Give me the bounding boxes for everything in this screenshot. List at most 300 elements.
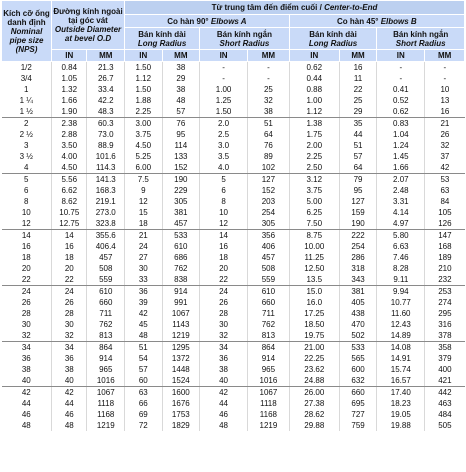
cell-a-long-mm: 114 [162,140,200,151]
unit-in: IN [125,50,163,62]
cell-od-mm: 914 [87,353,125,364]
cell-a-short-in: 40 [200,375,248,387]
cell-b-short-in: 14.89 [377,330,425,342]
cell-a-long-in: 7.5 [125,174,163,186]
cell-a-long-mm: 305 [162,196,200,207]
cell-b-long-mm: 44 [339,129,377,140]
cell-b-long-mm: 95 [339,185,377,196]
cell-b-long-in: 0.62 [289,62,339,74]
cell-od-in: 44 [52,398,87,409]
cell-a-long-mm: 1753 [162,409,200,420]
cell-b-short-mm: 295 [425,308,465,319]
cell-a-short-in: 32 [200,330,248,342]
cell-a-long-in: 4.50 [125,140,163,151]
cell-od-in: 1.90 [52,106,87,118]
table-row [2,218,465,230]
cell-od-in: 2.88 [52,129,87,140]
cell-a-long-mm: 1448 [162,364,200,375]
cell-nps: 42 [2,387,52,399]
cell-nps: 1 ¼ [2,95,52,106]
cell-b-long-mm: 502 [339,330,377,342]
cell-nps: 46 [2,409,52,420]
cell-b-long-in: 6.25 [289,207,339,218]
cell-a-short-in: 1.00 [200,84,248,95]
cell-od-mm: 73.0 [87,129,125,140]
cell-b-long-mm: 29 [339,106,377,118]
cell-b-long-mm: 35 [339,118,377,130]
cell-nps: 22 [2,274,52,286]
cell-a-short-in: 14 [200,230,248,242]
cell-a-long-mm: 762 [162,263,200,274]
cell-b-short-in: 16.57 [377,375,425,387]
cell-od-mm: 1168 [87,409,125,420]
table-row [2,297,465,308]
cell-nps: 8 [2,196,52,207]
cell-a-long-in: 54 [125,353,163,364]
table-row [2,420,465,431]
cell-a-long-in: 57 [125,364,163,375]
table-body [2,62,465,432]
cell-nps: 36 [2,353,52,364]
cell-b-short-mm: 42 [425,162,465,174]
cell-b-short-in: 9.11 [377,274,425,286]
cell-b-short-mm: 400 [425,364,465,375]
cell-a-long-in: 2.25 [125,106,163,118]
cell-od-mm: 60.3 [87,118,125,130]
cell-a-long-in: 48 [125,330,163,342]
cell-a-long-mm: 610 [162,241,200,252]
cell-od-in: 48 [52,420,87,431]
cell-a-short-in: - [200,73,248,84]
cell-b-short-in: 1.24 [377,140,425,151]
cell-a-long-in: 3.75 [125,129,163,140]
cell-od-in: 26 [52,297,87,308]
cell-b-short-in: 12.43 [377,319,425,330]
cell-od-in: 30 [52,319,87,330]
cell-a-long-mm: 457 [162,218,200,230]
table-row [2,62,465,74]
cell-od-mm: 1067 [87,387,125,399]
header-a-long-radius: Bán kính dài Long Radius [125,28,200,50]
cell-b-long-in: 12.50 [289,263,339,274]
cell-a-short-mm: 51 [248,118,290,130]
cell-nps: 5 [2,174,52,186]
cell-a-short-mm: 965 [248,364,290,375]
cell-a-short-in: 38 [200,364,248,375]
cell-a-short-in: - [200,62,248,74]
cell-b-short-mm: 378 [425,330,465,342]
cell-a-short-in: 36 [200,353,248,364]
table-row [2,106,465,118]
cell-b-long-mm: 695 [339,398,377,409]
table-row [2,118,465,130]
header-outside-diameter: Đường kính ngoài tại góc vát Outside Diameter at bevel O.D [52,1,125,50]
cell-b-short-mm: 379 [425,353,465,364]
cell-nps: 32 [2,330,52,342]
cell-b-long-mm: 64 [339,162,377,174]
cell-b-short-in: 0.62 [377,106,425,118]
cell-a-short-mm: 1067 [248,387,290,399]
cell-a-long-in: 3.00 [125,118,163,130]
cell-a-short-in: 16 [200,241,248,252]
cell-od-mm: 406.4 [87,241,125,252]
cell-a-short-in: 30 [200,319,248,330]
cell-od-mm: 88.9 [87,140,125,151]
cell-b-short-in: 0.52 [377,95,425,106]
cell-od-in: 1.66 [52,95,87,106]
cell-a-long-mm: 38 [162,62,200,74]
cell-nps: 26 [2,297,52,308]
cell-b-short-mm: 37 [425,151,465,162]
cell-b-short-in: 15.74 [377,364,425,375]
cell-a-short-in: 22 [200,274,248,286]
table-row [2,263,465,274]
cell-a-short-in: 3.5 [200,151,248,162]
cell-a-short-mm: 305 [248,218,290,230]
cell-b-long-mm: 159 [339,207,377,218]
cell-b-long-mm: 632 [339,375,377,387]
cell-a-short-mm: - [248,73,290,84]
cell-b-short-in: 11.60 [377,308,425,319]
cell-a-long-in: 1.12 [125,73,163,84]
cell-b-long-in: 16.0 [289,297,339,308]
table-row [2,308,465,319]
table-row [2,95,465,106]
cell-b-long-in: 1.12 [289,106,339,118]
cell-od-mm: 48.3 [87,106,125,118]
cell-a-short-in: 48 [200,420,248,431]
cell-a-long-in: 1.50 [125,84,163,95]
cell-a-short-in: 20 [200,263,248,274]
cell-a-long-mm: 838 [162,274,200,286]
cell-a-short-in: 28 [200,308,248,319]
cell-b-long-in: 29.88 [289,420,339,431]
cell-nps: 18 [2,252,52,263]
cell-nps: 2 [2,118,52,130]
header-elbows-a: Co hàn 90° Elbows A [125,15,290,28]
cell-b-short-in: 9.94 [377,286,425,298]
cell-a-short-mm: 559 [248,274,290,286]
cell-nps: 44 [2,398,52,409]
cell-b-long-mm: 16 [339,62,377,74]
cell-od-in: 46 [52,409,87,420]
cell-od-mm: 323.8 [87,218,125,230]
table-row [2,241,465,252]
table-header [2,1,465,62]
cell-a-short-in: 1.25 [200,95,248,106]
cell-a-long-mm: 95 [162,129,200,140]
cell-b-long-mm: 727 [339,409,377,420]
cell-b-long-in: 13.5 [289,274,339,286]
cell-b-short-mm: 13 [425,95,465,106]
cell-b-short-in: 6.63 [377,241,425,252]
cell-od-in: 1.32 [52,84,87,95]
cell-b-long-mm: 470 [339,319,377,330]
cell-b-long-in: 10.00 [289,241,339,252]
cell-nps: 2 ½ [2,129,52,140]
cell-od-mm: 457 [87,252,125,263]
cell-b-short-mm: 10 [425,84,465,95]
cell-od-in: 18 [52,252,87,263]
cell-b-long-in: 5.00 [289,196,339,207]
cell-b-long-mm: 565 [339,353,377,364]
cell-nps: 3 [2,140,52,151]
cell-a-long-in: 63 [125,387,163,399]
cell-nps: 4 [2,162,52,174]
cell-a-long-in: 45 [125,319,163,330]
cell-b-short-in: - [377,62,425,74]
cell-a-long-in: 5.25 [125,151,163,162]
cell-a-long-in: 21 [125,230,163,242]
cell-nps: 38 [2,364,52,375]
cell-od-mm: 660 [87,297,125,308]
cell-a-long-mm: 533 [162,230,200,242]
cell-a-long-in: 51 [125,342,163,354]
cell-od-in: 36 [52,353,87,364]
header-b-long-radius: Bán kính dài Long Radius [289,28,377,50]
cell-b-long-mm: 79 [339,174,377,186]
cell-od-mm: 864 [87,342,125,354]
cell-b-short-in: 19.88 [377,420,425,431]
cell-b-long-mm: 759 [339,420,377,431]
cell-od-mm: 1219 [87,420,125,431]
cell-b-short-in: 7.46 [377,252,425,263]
cell-b-long-in: 27.38 [289,398,339,409]
cell-od-mm: 273.0 [87,207,125,218]
cell-nps: 1/2 [2,62,52,74]
cell-b-short-mm: - [425,62,465,74]
cell-od-in: 22 [52,274,87,286]
cell-a-long-in: 69 [125,409,163,420]
cell-od-in: 32 [52,330,87,342]
cell-nps: 24 [2,286,52,298]
cell-od-mm: 1118 [87,398,125,409]
cell-a-long-mm: 76 [162,118,200,130]
cell-nps: 34 [2,342,52,354]
cell-a-long-in: 39 [125,297,163,308]
cell-a-long-in: 36 [125,286,163,298]
cell-a-short-in: 4.0 [200,162,248,174]
cell-a-short-in: 24 [200,286,248,298]
cell-a-long-in: 9 [125,185,163,196]
cell-od-in: 4.00 [52,151,87,162]
cell-b-short-mm: 421 [425,375,465,387]
cell-b-short-in: 17.40 [377,387,425,399]
cell-od-mm: 101.6 [87,151,125,162]
cell-a-long-in: 6.00 [125,162,163,174]
table-row [2,342,465,354]
cell-b-short-mm: 84 [425,196,465,207]
cell-a-short-mm: 1016 [248,375,290,387]
cell-a-long-mm: 1067 [162,308,200,319]
cell-od-mm: 559 [87,274,125,286]
table-row [2,252,465,263]
cell-od-in: 38 [52,364,87,375]
cell-nps: 6 [2,185,52,196]
cell-b-long-mm: 286 [339,252,377,263]
cell-a-long-mm: 57 [162,106,200,118]
table-row [2,151,465,162]
cell-a-short-in: 6 [200,185,248,196]
cell-b-long-in: 26.00 [289,387,339,399]
cell-b-long-mm: 190 [339,218,377,230]
cell-a-short-mm: 711 [248,308,290,319]
cell-a-short-in: 10 [200,207,248,218]
cell-nps: 16 [2,241,52,252]
cell-a-long-mm: 190 [162,174,200,186]
cell-a-short-in: 8 [200,196,248,207]
cell-a-short-in: 2.5 [200,129,248,140]
cell-a-short-in: 1.50 [200,106,248,118]
cell-b-long-mm: 22 [339,84,377,95]
cell-b-short-in: 18.23 [377,398,425,409]
cell-a-long-in: 66 [125,398,163,409]
cell-nps: 1 [2,84,52,95]
unit-in: IN [200,50,248,62]
cell-od-in: 6.62 [52,185,87,196]
cell-b-long-mm: 405 [339,297,377,308]
cell-a-short-in: 2.0 [200,118,248,130]
table-row [2,230,465,242]
cell-nps: 10 [2,207,52,218]
cell-a-short-mm: 1118 [248,398,290,409]
cell-a-short-mm: 203 [248,196,290,207]
cell-b-long-mm: 51 [339,140,377,151]
unit-mm: MM [425,50,465,62]
cell-a-long-mm: 38 [162,84,200,95]
cell-b-long-in: 7.50 [289,218,339,230]
cell-a-short-mm: 89 [248,151,290,162]
cell-b-long-in: 11.25 [289,252,339,263]
cell-b-short-in: 2.48 [377,185,425,196]
cell-b-long-in: 3.75 [289,185,339,196]
cell-a-short-in: 12 [200,218,248,230]
cell-b-short-mm: 105 [425,207,465,218]
cell-a-long-in: 24 [125,241,163,252]
cell-b-short-mm: 484 [425,409,465,420]
cell-a-short-mm: 457 [248,252,290,263]
cell-b-long-in: 18.50 [289,319,339,330]
cell-a-short-mm: 152 [248,185,290,196]
cell-b-short-in: - [377,73,425,84]
cell-od-mm: 114.3 [87,162,125,174]
cell-a-long-mm: 1372 [162,353,200,364]
cell-b-short-mm: 316 [425,319,465,330]
cell-b-long-in: 2.50 [289,162,339,174]
cell-a-short-in: 42 [200,387,248,399]
cell-nps: 12 [2,218,52,230]
cell-b-long-in: 1.38 [289,118,339,130]
cell-b-short-mm: 505 [425,420,465,431]
cell-a-short-mm: 102 [248,162,290,174]
cell-a-long-in: 18 [125,218,163,230]
cell-b-short-mm: 442 [425,387,465,399]
table-row [2,387,465,399]
cell-od-mm: 813 [87,330,125,342]
cell-od-in: 0.84 [52,62,87,74]
cell-a-short-mm: 508 [248,263,290,274]
unit-mm: MM [87,50,125,62]
cell-od-in: 8.62 [52,196,87,207]
cell-nps: 30 [2,319,52,330]
cell-od-mm: 141.3 [87,174,125,186]
header-a-short-radius: Bán kính ngắn Short Radius [200,28,290,50]
cell-b-short-in: 3.31 [377,196,425,207]
cell-a-short-mm: 813 [248,330,290,342]
cell-b-short-in: 0.41 [377,84,425,95]
cell-b-long-mm: 11 [339,73,377,84]
cell-b-long-in: 22.25 [289,353,339,364]
cell-b-short-in: 14.08 [377,342,425,354]
cell-b-short-mm: 189 [425,252,465,263]
cell-nps: 14 [2,230,52,242]
cell-b-long-mm: 533 [339,342,377,354]
cell-od-mm: 1016 [87,375,125,387]
cell-od-in: 10.75 [52,207,87,218]
cell-od-in: 3.50 [52,140,87,151]
cell-od-mm: 219.1 [87,196,125,207]
cell-od-in: 42 [52,387,87,399]
cell-b-short-in: 1.04 [377,129,425,140]
cell-b-long-in: 2.25 [289,151,339,162]
cell-b-short-in: 19.05 [377,409,425,420]
header-center-to-end: Từ trung tâm đến điểm cuối / Center-to-End [125,1,465,15]
cell-a-short-mm: 660 [248,297,290,308]
cell-b-short-in: 2.07 [377,174,425,186]
cell-od-mm: 965 [87,364,125,375]
cell-nps: 28 [2,308,52,319]
cell-b-long-in: 24.88 [289,375,339,387]
cell-od-in: 2.38 [52,118,87,130]
cell-b-short-mm: 358 [425,342,465,354]
cell-a-long-mm: 1524 [162,375,200,387]
cell-b-long-in: 8.75 [289,230,339,242]
cell-od-in: 16 [52,241,87,252]
cell-od-in: 5.56 [52,174,87,186]
cell-b-short-mm: 253 [425,286,465,298]
cell-od-in: 40 [52,375,87,387]
table-row [2,319,465,330]
cell-b-short-in: 8.28 [377,263,425,274]
table-row [2,353,465,364]
cell-b-short-in: 1.45 [377,151,425,162]
table-row [2,140,465,151]
cell-a-long-mm: 1295 [162,342,200,354]
cell-b-short-mm: 63 [425,185,465,196]
unit-mm: MM [339,50,377,62]
cell-b-short-mm: 21 [425,118,465,130]
cell-b-long-in: 17.25 [289,308,339,319]
cell-b-short-mm: 32 [425,140,465,151]
cell-a-long-in: 27 [125,252,163,263]
cell-a-short-mm: 864 [248,342,290,354]
cell-a-short-mm: 254 [248,207,290,218]
cell-a-short-in: 26 [200,297,248,308]
cell-od-mm: 42.2 [87,95,125,106]
cell-a-long-mm: 29 [162,73,200,84]
cell-a-short-mm: 356 [248,230,290,242]
cell-b-long-in: 28.62 [289,409,339,420]
cell-a-long-mm: 1829 [162,420,200,431]
table-row [2,162,465,174]
cell-b-short-mm: 232 [425,274,465,286]
cell-od-mm: 610 [87,286,125,298]
unit-in: IN [52,50,87,62]
cell-a-short-mm: 76 [248,140,290,151]
table-row [2,375,465,387]
cell-b-short-mm: 53 [425,174,465,186]
cell-a-long-in: 1.50 [125,62,163,74]
